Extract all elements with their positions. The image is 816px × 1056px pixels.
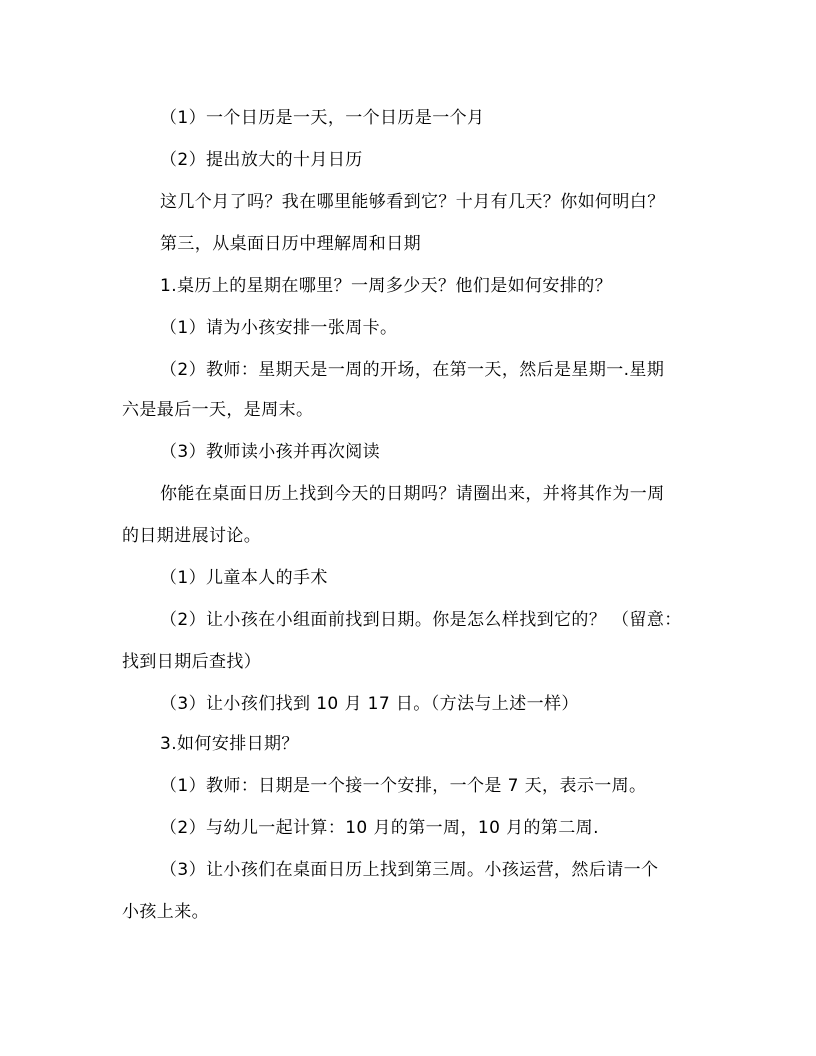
text-line: 这几个月了吗？我在哪里能够看到它？十月有几天？你如何明白？ <box>160 192 665 212</box>
text-line: 1.桌历上的星期在哪里？一周多少天？他们是如何安排的？ <box>160 276 613 296</box>
text-line: （2）让小孩在小组面前找到日期。你是怎么样找到它的？ （留意： <box>160 610 682 630</box>
text-line: 小孩上来。 <box>122 902 209 922</box>
text-line: （3）教师读小孩并再次阅读 <box>160 442 381 462</box>
text-line: （1）请为小孩安排一张周卡。 <box>160 318 398 338</box>
text-line: （1）教师：日期是一个接一个安排，一个是 7 天，表示一周。 <box>160 776 647 796</box>
text-line: （2）教师：星期天是一周的开场，在第一天，然后是星期一.星期 <box>160 360 665 380</box>
text-line: （3）让小孩们找到 10 月 17 日。（方法与上述一样） <box>160 694 579 714</box>
text-line: （1）儿童本人的手术 <box>160 568 328 588</box>
text-line: 找到日期后查找） <box>122 652 262 672</box>
text-line: 3.如何安排日期？ <box>160 734 299 754</box>
text-line: 的日期进展讨论。 <box>122 526 262 546</box>
text-line: （2）提出放大的十月日历 <box>160 150 363 170</box>
text-line: （1）一个日历是一天，一个日历是一个月 <box>160 108 485 128</box>
text-line: 你能在桌面日历上找到今天的日期吗？请圈出来，并将其作为一周 <box>160 484 665 504</box>
text-line: 六是最后一天，是周末。 <box>122 400 314 420</box>
text-line: 第三，从桌面日历中理解周和日期 <box>160 234 421 254</box>
text-line: （2）与幼儿一起计算：10 月的第一周，10 月的第二周. <box>160 818 599 838</box>
text-line: （3）让小孩们在桌面日历上找到第三周。小孩运营，然后请一个 <box>160 860 659 880</box>
